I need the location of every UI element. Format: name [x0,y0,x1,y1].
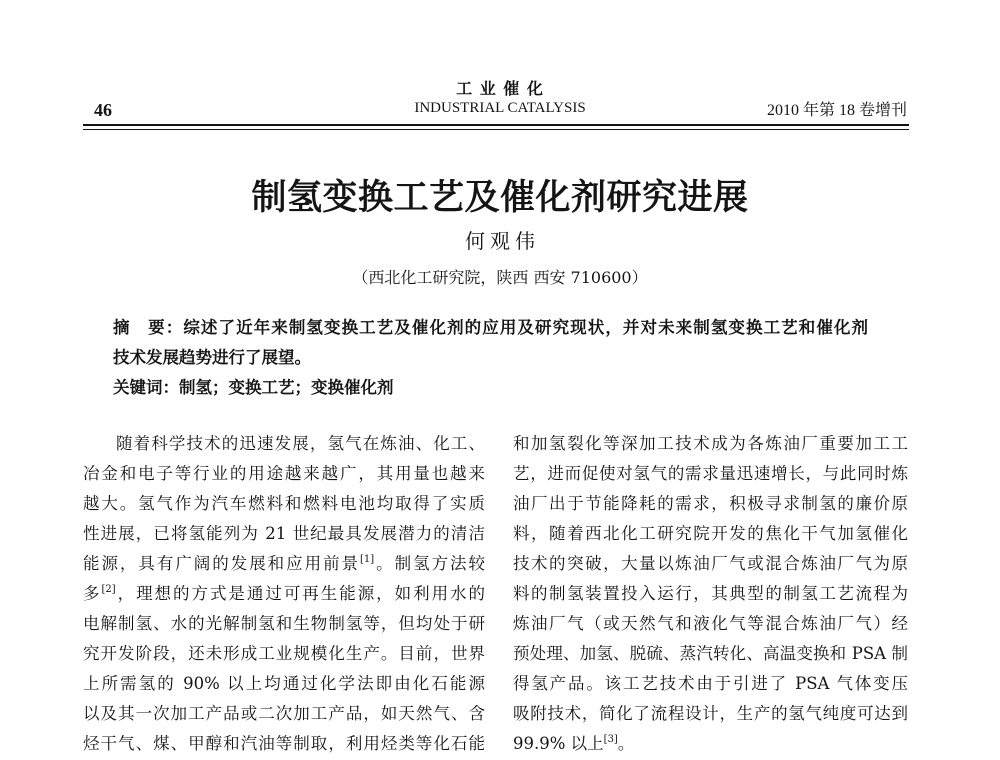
body-text-segment: ，理想的方式是通过可再生能源，如利用水的 [115,584,486,603]
keywords-line [113,373,868,403]
body-text-line: 以及其一次加工产品或二次加工产品，如天然气、含 [83,704,485,723]
body-text-line: 冶金和电子等行业的用途越来越广，其用量也越来 [83,464,485,483]
body-text-line: 吸附技术，简化了流程设计，生产的氢气纯度可达到 [513,704,908,723]
author-name: 何观伟 [465,229,540,253]
citation-ref: [3] [603,734,618,745]
body-text-line: 料的制氢装置投入运行，其典型的制氢工艺流程为 [513,584,908,603]
body-text-line [513,729,908,759]
journal-title-english: INDUSTRIAL CATALYSIS [414,100,586,116]
body-text-line: 炼油厂气（或天然气和液化气等混合炼油厂气）经 [513,614,908,633]
citation-ref: [1] [360,554,375,565]
body-text-segment: 多 [83,584,102,603]
body-text-line: 艺，进而促使对氢气的需求量迅速增长，与此同时炼 [513,464,908,483]
body-text-line: 油厂出于节能降耗的需求，积极寻求制氢的廉价原 [513,494,908,513]
keywords-text: 制氢；变换工艺；变换催化剂 [179,378,394,397]
citation-ref: [2] [101,584,116,595]
body-text-line: 性进展，已将氢能列为 21 世纪最具发展潜力的清洁 [83,524,485,543]
body-text-segment: 。 [617,734,635,753]
article-title: 制氢变换工艺及催化剂研究进展 [251,177,749,218]
body-text-line: 越大。氢气作为汽车燃料和燃料电池均取得了实质 [83,494,485,513]
body-text-line: 预处理、加氢、脱硫、蒸汽转化、高温变换和 PSA 制 [513,644,908,663]
abstract-label: 摘 要： [113,318,184,337]
abstract-line [113,313,868,343]
body-right-column [513,429,908,759]
body-text-line: 烃干气、煤、甲醇和汽油等制取，利用烃类等化石能 [83,734,485,753]
body-text-line: 料，随着西北化工研究院开发的焦化干气加氢催化 [513,524,908,543]
body-text-segment: 能源，具有广阔的发展和应用前景 [83,554,361,573]
issue-info: 2010 年第 18 卷增刊 [766,102,907,119]
body-left-column [83,429,485,759]
header-rule [83,124,909,130]
abstract-block [113,313,868,403]
body-text-line: 上所需氢的 90% 以上均通过化学法即由化石能源 [83,674,485,693]
body-text-line: 究开发阶段，还未形成工业规模化生产。目前，世界 [83,644,485,663]
body-text-line [83,579,485,609]
page-number: 46 [94,100,112,120]
body-text-segment: 99.9% 以上 [513,734,604,753]
body-text-line [83,549,485,579]
abstract-line: 技术发展趋势进行了展望。 [113,348,311,367]
body-text-segment: 。制氢方法较 [374,554,486,573]
abstract-text: 综述了近年来制氢变换工艺及催化剂的应用及研究现状，并对未来制氢变换工艺和催化剂 [183,318,869,337]
keywords-label: 关键词： [113,378,179,397]
author-affiliation: （西北化工研究院，陕西 西安 710600） [352,268,648,287]
body-text-line: 电解制氢、水的光解制氢和生物制氢等，但均处于研 [83,614,485,633]
body-text-line: 技术的突破，大量以炼油厂气或混合炼油厂气为原 [513,554,908,573]
body-text-line: 随着科学技术的迅速发展，氢气在炼油、化工、 [116,434,485,453]
journal-title-chinese: 工 业 催 化 [456,79,544,98]
body-text-line: 得氢产品。该工艺技术由于引进了 PSA 气体变压 [513,674,908,693]
body-text-line: 和加氢裂化等深加工技术成为各炼油厂重要加工工 [513,434,908,453]
